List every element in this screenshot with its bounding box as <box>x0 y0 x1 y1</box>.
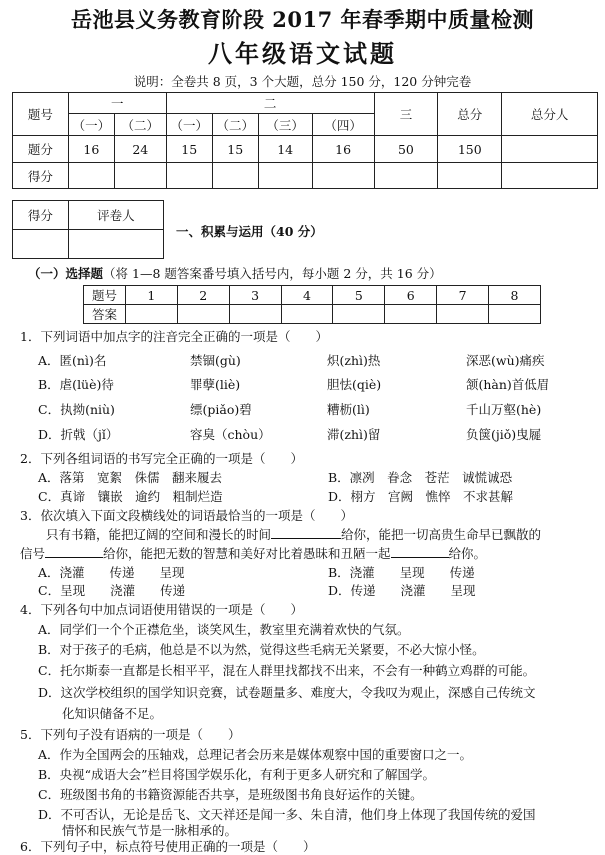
q5-option-b: B．央视“成语大会”栏目将国学娱乐化，有利于更多人研究和了解国学。 <box>38 767 435 782</box>
answer-table-answer-label: 答案 <box>84 305 126 324</box>
score-table-score: 15 <box>166 136 212 163</box>
answer-cell[interactable] <box>177 305 229 324</box>
score-table-item-label: 题号 <box>13 93 69 136</box>
score-table-cell[interactable] <box>114 163 166 189</box>
answer-cell[interactable] <box>229 305 281 324</box>
q5-option-a: A．作为全国两会的压轴戏，总理记者会历来是媒体观察中国的重要窗口之一。 <box>38 747 473 762</box>
q2-option: D．栩方 宫阙 憔悴 不求甚解 <box>328 489 514 504</box>
score-table-cell[interactable] <box>258 163 312 189</box>
section-title: 一、积累与运用（40 分） <box>176 224 323 239</box>
answer-table-num-label: 题号 <box>84 286 126 305</box>
score-table <box>12 92 598 189</box>
q1-option: 千山万壑(hè) <box>466 402 542 417</box>
q1-option: 容臭（chòu） <box>190 427 271 442</box>
answer-table-num: 3 <box>229 286 281 305</box>
exam-instructions: 说明：全卷共 8 页，3 个大题，总分 150 分，120 分钟完卷 <box>133 74 472 89</box>
score-table-cell[interactable] <box>374 163 438 189</box>
score-table-score: 16 <box>68 136 114 163</box>
q3-passage-line1 <box>46 526 541 543</box>
answer-table-num: 2 <box>177 286 229 305</box>
answer-table-num: 1 <box>125 286 177 305</box>
score-table-sub: （二） <box>212 114 258 136</box>
score-table-cell[interactable] <box>312 163 374 189</box>
score-table-total: 总分 <box>438 93 502 136</box>
q4-option-d-cont: 化知识储备不足。 <box>62 706 163 721</box>
q1-option: 胆怯(qiè) <box>327 377 382 392</box>
answer-cell[interactable] <box>437 305 489 324</box>
answer-cell[interactable] <box>489 305 541 324</box>
score-table-score: 15 <box>212 136 258 163</box>
q1-option: 颔(hàn)首低眉 <box>466 377 550 392</box>
q3-option: D．传递 浇灌 呈现 <box>328 583 476 598</box>
q1-option: 滞(zhì)留 <box>327 427 381 442</box>
score-table-sub: （一） <box>68 114 114 136</box>
exam-title: 岳池县义务教育阶段 2017 年春季期中质量检测 <box>70 7 535 32</box>
q2-option: A．落第 宽絮 侏儒 翻来履去 <box>38 470 223 485</box>
score-table-group1: 一 <box>68 93 166 114</box>
grader-box-cell[interactable] <box>13 230 69 259</box>
score-table-score: 150 <box>438 136 502 163</box>
score-table-group2: 二 <box>166 93 374 114</box>
part-heading <box>28 265 442 282</box>
grader-box-grader-label: 评卷人 <box>68 201 163 230</box>
q1-option: 炽(zhì)热 <box>327 353 381 368</box>
answer-table <box>83 285 541 324</box>
q3-option: C．呈现 浇灌 传递 <box>38 583 186 598</box>
answer-cell[interactable] <box>125 305 177 324</box>
score-table-score: 14 <box>258 136 312 163</box>
question-3-stem: 3．依次填入下面文段横线处的词语最恰当的一项是（ ） <box>20 508 353 523</box>
q1-option: B．虐(lüè)待 <box>38 377 114 392</box>
answer-table-num: 8 <box>489 286 541 305</box>
q5-option-c: C．班级图书角的书籍资源能否共享，是班级图书角良好运作的关键。 <box>38 787 423 802</box>
q3-option: B．浇灌 呈现 传递 <box>328 565 475 580</box>
q1-option: 罪孽(liè) <box>190 377 241 392</box>
q1-option: A．匿(nì)名 <box>38 353 107 368</box>
q1-option: 糟枥(lì) <box>327 402 370 417</box>
q5-option-d: D．不可否认，无论是岳飞、文天祥还是闻一多、朱自清，他们身上体现了我国传统的爱国 <box>38 807 536 822</box>
q4-option-d: D．这次学校组织的国学知识竞赛，试卷题量多、难度大，令我叹为观止，深感自己传统文 <box>38 685 536 700</box>
score-table-sub: （二） <box>114 114 166 136</box>
q1-option: 缥(piǎo)碧 <box>190 402 252 417</box>
score-table-cell[interactable] <box>212 163 258 189</box>
score-table-score: 50 <box>374 136 438 163</box>
grader-box <box>12 200 164 259</box>
answer-table-num: 5 <box>333 286 385 305</box>
answer-cell[interactable] <box>281 305 333 324</box>
q4-option-c: C．托尔斯泰一直都是长相平平，混在人群里找都找不出来，不会有一种鹤立鸡群的可能。 <box>38 663 536 678</box>
answer-cell[interactable] <box>333 305 385 324</box>
score-table-sub: （三） <box>258 114 312 136</box>
q5-option-d-cont: 情怀和民族气节是一脉相承的。 <box>62 823 238 838</box>
fill-blank[interactable] <box>271 526 341 539</box>
score-table-score: 24 <box>114 136 166 163</box>
question-6-stem: 6．下列句子中，标点符号使用正确的一项是（ ） <box>20 839 316 854</box>
q3-passage-text: 给你，能把无数的智慧和美好对比着愚昧和丑陋一起 <box>103 546 391 561</box>
score-table-score: 16 <box>312 136 374 163</box>
question-1-stem: 1．下列词语中加点字的注音完全正确的一项是（ ） <box>20 329 328 344</box>
score-table-cell[interactable] <box>502 163 598 189</box>
question-2-stem: 2．下列各组词语的书写完全正确的一项是（ ） <box>20 451 303 466</box>
part-desc: （将 1—8 题答案番号填入括号内，每小题 2 分，共 16 分） <box>103 266 442 281</box>
q4-option-b: B．对于孩子的毛病，他总是不以为然，觉得这些毛病无关紧要，不必大惊小怪。 <box>38 642 485 657</box>
fill-blank[interactable] <box>391 545 449 558</box>
q1-option: C．执拗(niù) <box>38 402 115 417</box>
q1-option: D．折戟（jǐ） <box>38 427 119 442</box>
q1-option: 深恶(wù)痛疾 <box>466 353 545 368</box>
question-4-stem: 4．下列各句中加点词语使用错误的一项是（ ） <box>20 602 303 617</box>
grader-box-cell[interactable] <box>68 230 163 259</box>
question-5-stem: 5．下列句子没有语病的一项是（ ） <box>20 727 241 742</box>
score-table-grader: 总分人 <box>502 93 598 136</box>
answer-table-num: 4 <box>281 286 333 305</box>
score-table-group3: 三 <box>374 93 438 136</box>
q3-passage-text: 信号 <box>20 546 46 561</box>
q3-option: A．浇灌 传递 呈现 <box>38 565 185 580</box>
q1-option: 禁锢(gù) <box>190 353 241 368</box>
answer-table-num: 7 <box>437 286 489 305</box>
q3-passage-text: 给你。 <box>448 546 487 561</box>
score-table-got-label: 得分 <box>13 163 69 189</box>
score-table-cell <box>502 136 598 163</box>
score-table-cell[interactable] <box>166 163 212 189</box>
part-label: （一）选择题 <box>28 266 104 281</box>
score-table-sub: （一） <box>166 114 212 136</box>
answer-cell[interactable] <box>385 305 437 324</box>
q3-passage-text: 只有书籍，能把辽阔的空间和漫长的时间 <box>46 527 272 542</box>
exam-subtitle: 八年级语文试题 <box>208 39 397 68</box>
fill-blank[interactable] <box>45 545 103 558</box>
q1-option: 负箧(jiǒ)曳屣 <box>466 427 542 442</box>
score-table-cell[interactable] <box>68 163 114 189</box>
q3-passage-line2 <box>20 545 486 562</box>
score-table-score-label: 题分 <box>13 136 69 163</box>
q2-option: C．真谛 镶嵌 逾约 粗制烂造 <box>38 489 223 504</box>
score-table-cell[interactable] <box>438 163 502 189</box>
answer-table-num: 6 <box>385 286 437 305</box>
q2-option: B．凛冽 眷念 苍茫 诚慌诚恐 <box>328 470 513 485</box>
q3-passage-text: 给你，能把一切高贵生命早已飘散的 <box>341 527 542 542</box>
score-table-sub: （四） <box>312 114 374 136</box>
q4-option-a: A．同学们一个个正襟危坐，谈笑风生，教室里充满着欢快的气氛。 <box>38 622 410 637</box>
grader-box-score-label: 得分 <box>13 201 69 230</box>
